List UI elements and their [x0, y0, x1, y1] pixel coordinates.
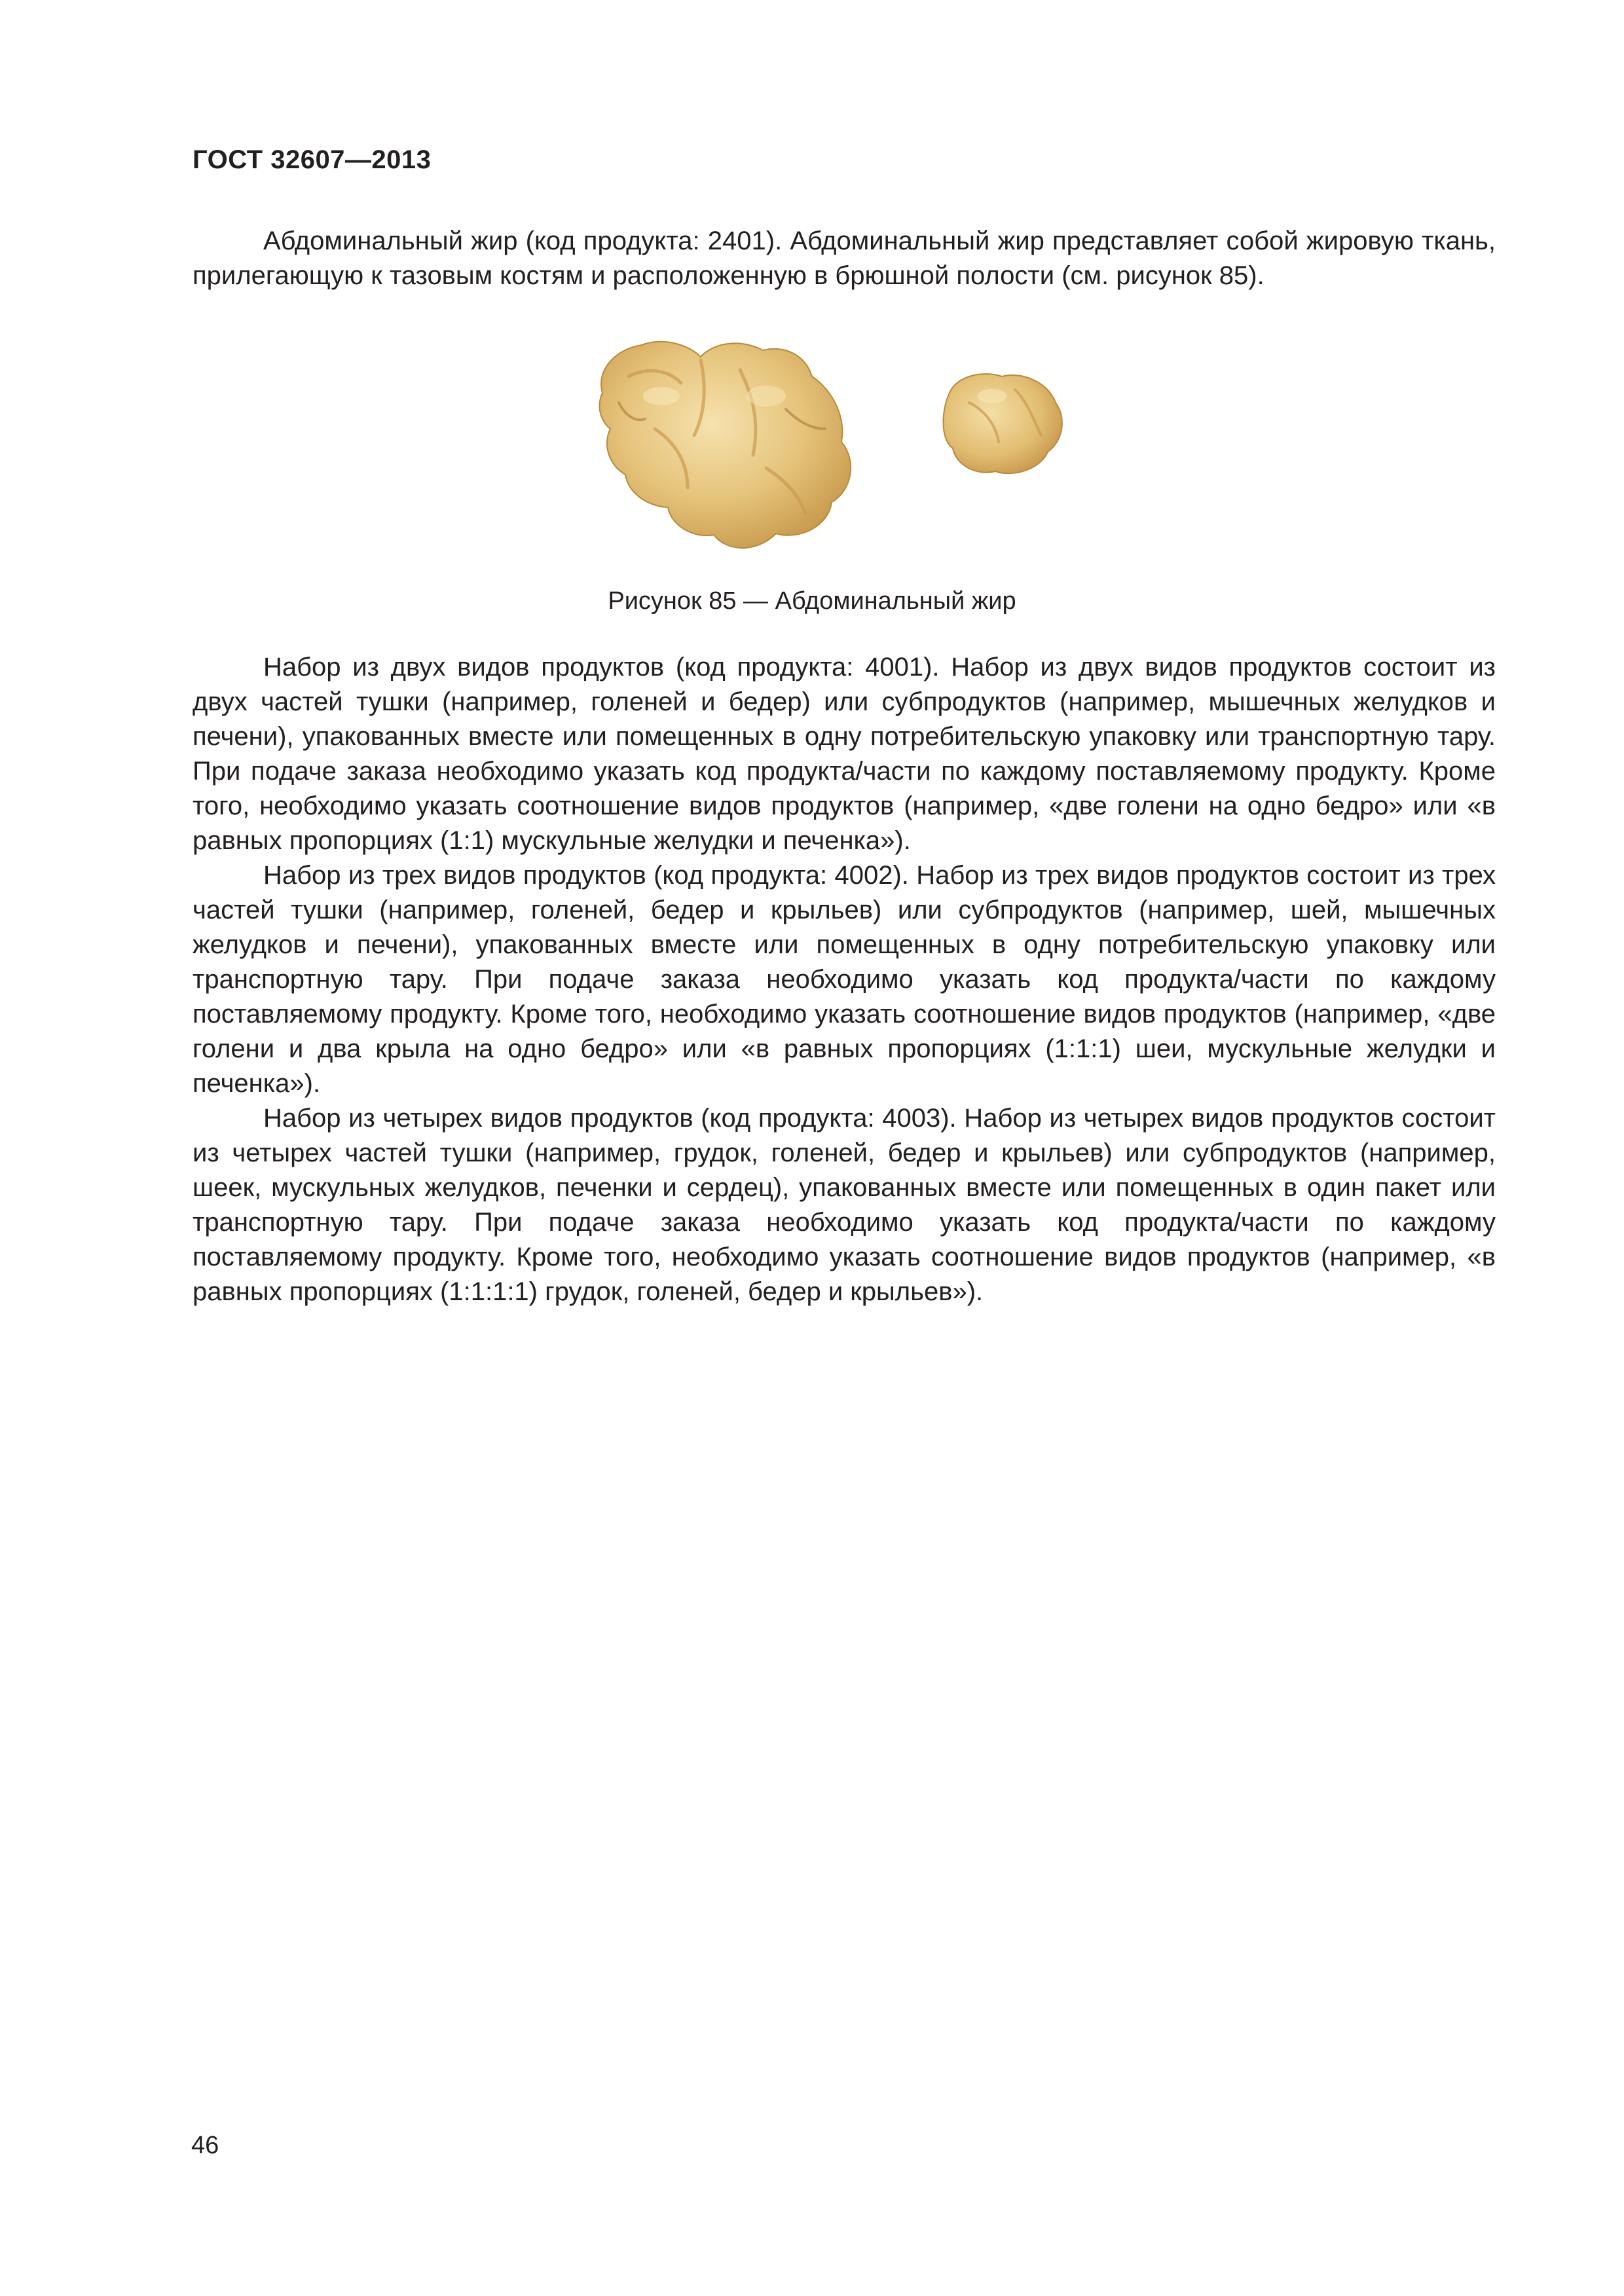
page-number: 46 [191, 2132, 219, 2159]
paragraph-set-4001: Набор из двух видов продуктов (код продукта: 4001). Набор из двух видов продуктов состоит из двух частей тушки (например, голеней и бедер) или субпродуктов (например, мышечных желудков и печени), упакованных вместе или помещенных в одну потребительскую упаковку или транспортную тару. При подаче заказа необходимо указать код продукта/части по каждому поставляемому продукту. Кроме того, необходимо указать соотношение видов продуктов (например, «две голени на одно бедро» или «в равных пропорциях (1:1) мускульные желудки и печенка»). [193, 653, 1496, 855]
paragraph-abdominal-fat: Абдоминальный жир (код продукта: 2401). Абдоминальный жир представляет собой жировую ткань, прилегающую к тазовым костям и расположенную в брюшной полости (см. рисунок 85). [193, 227, 1496, 290]
intro-section [193, 224, 1496, 293]
document-header: ГОСТ 32607—2013 [193, 145, 432, 174]
figure-abdominal-fat-image [589, 331, 1100, 579]
paragraph-set-4002: Набор из трех видов продуктов (код продукта: 4002). Набор из трех видов продуктов состоит из трех частей тушки (например, голеней, бедер и крыльев) или субпродуктов (например, шей, мышечных желудков и печени), упакованных вместе или помещенных в одну потребительскую упаковку или транспортную тару. При подаче заказа необходимо указать код продукта/части по каждому поставляемому продукту. Кроме того, необходимо указать соотношение видов продуктов (например, «две голени и два крыла на одно бедро» или «в равных пропорциях (1:1:1) шеи, мускульные желудки и печенка»). [193, 861, 1496, 1098]
product-sets-section [193, 650, 1496, 1309]
paragraph-set-4003: Набор из четырех видов продуктов (код продукта: 4003). Набор из четырех видов продуктов состоит из четырех частей тушки (например, грудок, голеней, бедер и крыльев) или субпродуктов (например, шеек, мускульных желудков, печенки и сердец), упакованных вместе или помещенных в один пакет или транспортную тару. При подаче заказа необходимо указать код продукта/части по каждому поставляемому продукту. Кроме того, необходимо указать соотношение видов продуктов (например, «в равных пропорциях (1:1:1:1) грудок, голеней, бедер и крыльев»). [193, 1104, 1496, 1306]
figure-caption: Рисунок 85 — Абдоминальный жир [608, 587, 1016, 615]
